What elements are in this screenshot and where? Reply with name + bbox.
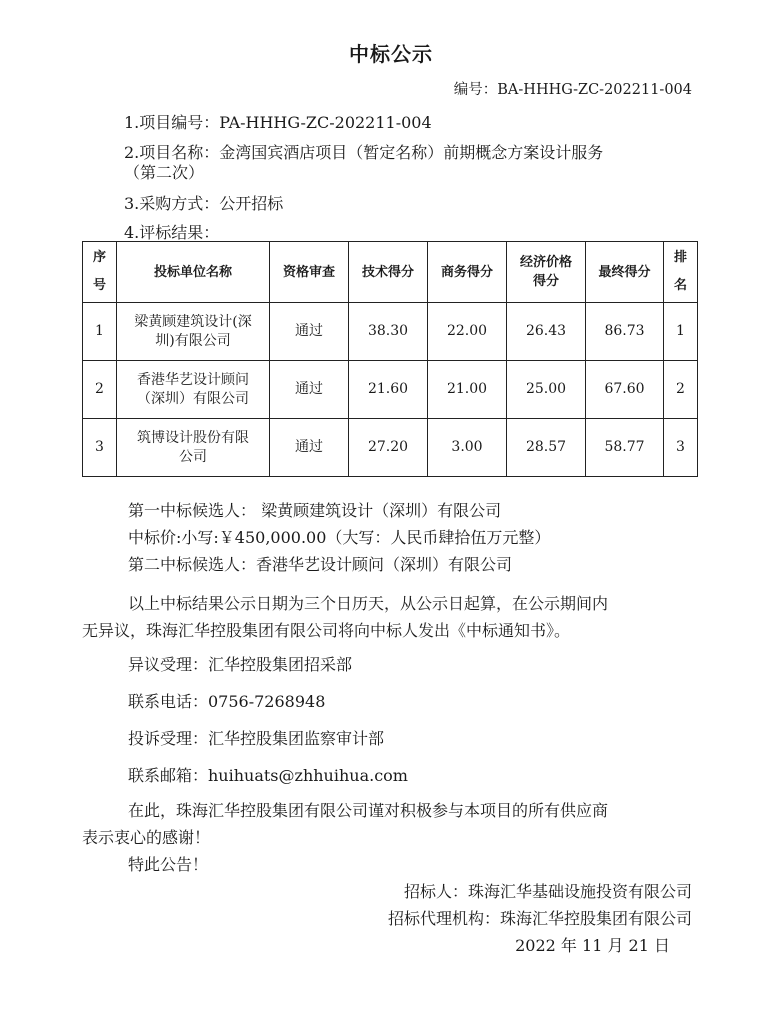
- notice-paragraph-line2: 无异议，珠海汇华控股集团有限公司将向中标人发出《中标通知书》。: [82, 621, 571, 640]
- page-title: 中标公示: [349, 42, 433, 66]
- evaluation-table: [82, 241, 698, 477]
- project-name-continued: （第二次）: [124, 163, 205, 182]
- project-name: 2.项目名称：金湾国宾酒店项目（暂定名称）前期概念方案设计服务: [124, 143, 604, 162]
- tender-agent: 招标代理机构：珠海汇华控股集团有限公司: [387, 909, 692, 928]
- header-technical: 技术得分: [349, 242, 428, 303]
- table-header-row: [83, 242, 698, 303]
- contact-email: 联系邮箱：huihuats@zhhuihua.com: [128, 766, 408, 785]
- notice-date: 2022 年 11 月 21 日: [515, 936, 670, 955]
- header-price: 经济价格 得分: [507, 242, 586, 303]
- thanks-line2: 表示衷心的感谢！: [82, 828, 211, 847]
- header-serial: 序 号: [83, 242, 117, 303]
- bidder-name: 筑博设计股份有限 公司: [117, 419, 270, 477]
- header-bidder: 投标单位名称: [117, 242, 270, 303]
- procurement-method: 3.采购方式：公开招标: [124, 194, 284, 213]
- table-row: 2 香港华艺设计顾问 （深圳）有限公司 通过 21.60 21.00 25.00 67.60 2: [83, 361, 698, 419]
- bidder-name: 梁黄顾建筑设计(深 圳)有限公司: [117, 303, 270, 361]
- table-row: 3 筑博设计股份有限 公司 通过 27.20 3.00 28.57 58.77 3: [83, 419, 698, 477]
- contact-phone: 联系电话：0756-7268948: [128, 692, 326, 711]
- header-qualification: 资格审查: [270, 242, 349, 303]
- header-final: 最终得分: [586, 242, 664, 303]
- notice-paragraph-line1: 以上中标结果公示日期为三个日历天，从公示日起算，在公示期间内: [128, 594, 609, 613]
- complaint-contact: 投诉受理：汇华控股集团监察审计部: [128, 729, 385, 748]
- thanks-line1: 在此，珠海汇华控股集团有限公司谨对积极参与本项目的所有供应商: [128, 801, 609, 820]
- document-number: 编号：BA-HHHG-ZC-202211-004: [453, 82, 692, 98]
- tenderer: 招标人：珠海汇华基础设施投资有限公司: [403, 882, 692, 901]
- header-rank: 排 名: [664, 242, 698, 303]
- project-number: 1.项目编号：PA-HHHG-ZC-202211-004: [124, 113, 432, 132]
- bidder-name: 香港华艺设计顾问 （深圳）有限公司: [117, 361, 270, 419]
- header-business: 商务得分: [428, 242, 507, 303]
- closing-statement: 特此公告！: [128, 855, 209, 874]
- objection-contact: 异议受理：汇华控股集团招采部: [128, 655, 353, 674]
- winning-price: 中标价:小写:￥450,000.00（大写：人民币肆拾伍万元整）: [128, 528, 551, 547]
- first-candidate: 第一中标候选人： 梁黄顾建筑设计（深圳）有限公司: [128, 501, 502, 520]
- evaluation-result-label: 4.评标结果：: [124, 223, 220, 242]
- second-candidate: 第二中标候选人：香港华艺设计顾问（深圳）有限公司: [128, 555, 513, 574]
- table-row: 1 梁黄顾建筑设计(深 圳)有限公司 通过 38.30 22.00 26.43 86.73 1: [83, 303, 698, 361]
